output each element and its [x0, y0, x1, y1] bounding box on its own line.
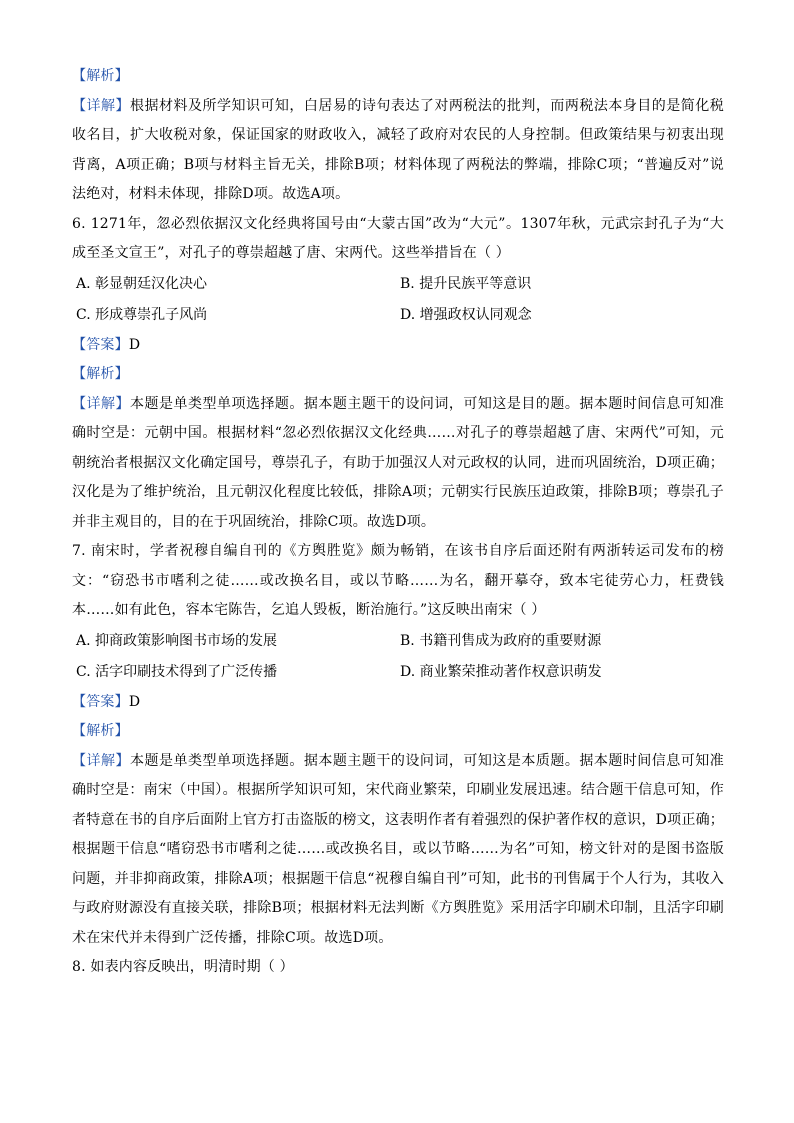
question-6: 6. 1271年，忽必烈依据汉文化经典将国号由“大蒙古国”改为“大元”。1307年秋，元武宗封孔子为“大成至圣文宣王”，对孔子的尊崇超越了唐、宋两代。这些举措旨在（ ） — [72, 215, 724, 261]
option-b: B. 提升民族平等意识 — [400, 275, 532, 292]
detail-paragraph-q7 — [72, 747, 724, 954]
option-a: A. 抑商政策影响图书市场的发展 — [76, 632, 278, 649]
option-c: C. 活字印刷技术得到了广泛传播 — [76, 663, 278, 680]
option-b: B. 书籍刊售成为政府的重要财源 — [400, 632, 602, 649]
options-row-q6-2 — [72, 300, 724, 331]
detail-tag: 【详解】 — [72, 395, 130, 412]
question-8: 8. 如表内容反映出，明清时期（ ） — [72, 959, 294, 975]
document-page — [72, 62, 724, 983]
detail-text: 本题是单类型单项选择题。据本题主题干的设问词，可知这是目的题。据本题时间信息可知准确时空是：元朝中国。根据材料“忽必烈依据汉文化经典……对孔子的尊崇超越了唐、宋两代”可知，元朝统治者根据汉文化确定国号，尊崇孔子，有助于加强汉人对元政权的认同，进而巩固统治，D项正确；汉化是为了维护统治，且元朝汉化程度比较低，排除A项；元朝实行民族压迫政策，排除B项；尊崇孔子并非主观目的，目的在于巩固统治，排除C项。故选D项。 — [72, 395, 724, 530]
detail-paragraph-q6 — [72, 390, 724, 538]
answer-q6 — [72, 331, 724, 361]
option-a: A. 彰显朝廷汉化决心 — [76, 275, 208, 292]
options-row-q7-2 — [72, 657, 724, 688]
answer-value: D — [128, 693, 141, 710]
options-row-q6-1 — [72, 269, 724, 300]
option-d: D. 增强政权认同观念 — [400, 306, 532, 323]
option-d: D. 商业繁荣推动著作权意识萌发 — [400, 663, 602, 680]
options-row-q7-1 — [72, 626, 724, 657]
answer-value: D — [128, 336, 141, 353]
detail-text: 根据材料及所学知识可知，白居易的诗句表达了对两税法的批判，而两税法本身目的是简化税收名目，扩大收税对象，保证国家的财政收入，减轻了政府对农民的人身控制。但政策结果与初衷出现背离，A项正确；B项与材料主旨无关，排除B项；材料体现了两税法的弊端，排除C项；“普遍反对”说法绝对，材料未体现，排除D项。故选A项。 — [72, 97, 724, 202]
detail-text: 本题是单类型单项选择题。据本题主题干的设问词，可知这是本质题。据本题时间信息可知准确时空是：南宋（中国）。根据所学知识可知，宋代商业繁荣，印刷业发展迅速。结合题干信息可知，作者特意在书的自序后面附上官方打击盗版的榜文，这表明作者有着强烈的保护著作权的意识，D项正确；根据题干信息“嗜窃恐书市嗜利之徒……或改换名目，或以节略……为名”可知，榜文针对的是图书盗版问题，并非抑商政策，排除A项；根据题干信息“祝穆自编自刊”可知，此书的刊售属于个人行为，其收入与政府财源没有直接关联，排除B项；根据材料无法判断《方舆胜览》采用活字印刷术印制，且活字印刷术在宋代并未得到广泛传播，排除C项。故选D项。 — [72, 752, 724, 946]
question-7: 7. 南宋时，学者祝穆自编自刊的《方舆胜览》颇为畅销，在该书自序后面还附有两浙转运司发布的榜文：“窃恐书市嗜利之徒……或改换名目，或以节略……为名，翻开摹夺，致本宅徒劳心力，枉费钱本……如有此色，容本宅陈告，乞追人毁板，断治施行。”这反映出南宋（ ） — [72, 543, 724, 618]
answer-tag: 【答案】 — [72, 693, 129, 710]
detail-tag: 【详解】 — [72, 97, 130, 114]
detail-paragraph-q5 — [72, 92, 724, 210]
analysis-tag-2: 【解析】 — [72, 366, 129, 382]
answer-q7 — [72, 688, 724, 718]
analysis-tag-1: 【解析】 — [72, 68, 129, 84]
analysis-tag-3: 【解析】 — [72, 723, 129, 739]
detail-tag: 【详解】 — [72, 752, 130, 769]
option-c: C. 形成尊崇孔子风尚 — [76, 306, 208, 323]
answer-tag: 【答案】 — [72, 336, 129, 353]
